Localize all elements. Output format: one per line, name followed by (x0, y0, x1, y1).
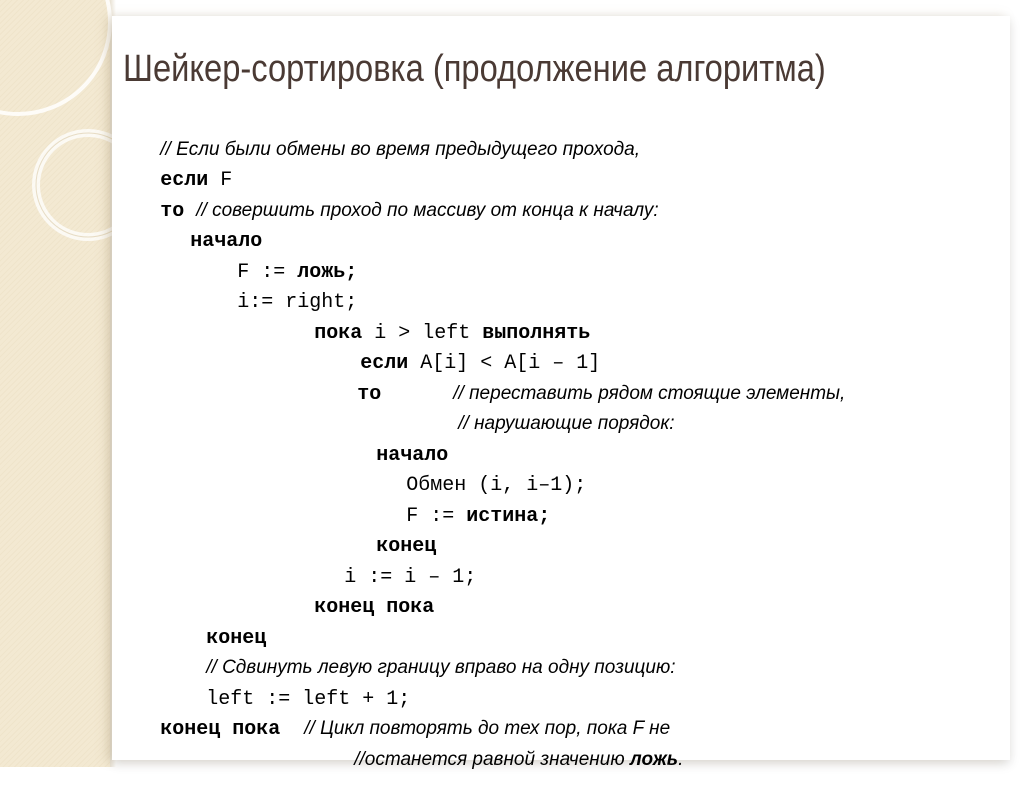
code-comment: // Если были обмены во время предыдущего прохода, (160, 139, 640, 160)
code-comment: //останется равной значению (354, 749, 630, 770)
code-comment: // нарушающие порядок: (458, 413, 675, 434)
code-text: F := (406, 505, 467, 528)
code-keyword: то (160, 200, 185, 223)
decorative-ring-large (0, 0, 110, 114)
code-text: F (208, 169, 233, 192)
code-keyword: конец (206, 627, 267, 650)
code-keyword: выполнять (482, 322, 591, 345)
code-keyword: то (357, 383, 382, 406)
code-keyword: начало (376, 444, 449, 467)
code-line-21 (332, 723, 683, 796)
code-keyword: ложь; (297, 261, 358, 284)
code-text: i := i – 1; (344, 566, 477, 589)
code-keyword: если (360, 352, 409, 375)
code-keyword: конец пока (160, 718, 281, 741)
code-text: Обмен (i, i–1); (406, 474, 587, 497)
code-comment: // переставить рядом стоящие элементы, (453, 383, 846, 404)
code-text: left := left + 1; (206, 688, 411, 711)
code-text: i:= right; (237, 291, 358, 314)
code-comment-emphasis: ложь (629, 749, 679, 770)
code-keyword: пока (314, 322, 363, 345)
code-keyword: истина; (466, 505, 551, 528)
code-comment-end: . (678, 749, 684, 770)
slide-title: Шейкер-сортировка (продолжение алгоритма) (123, 48, 826, 90)
code-text: A[i] < A[i – 1] (408, 352, 601, 375)
code-keyword: если (160, 169, 209, 192)
code-text: F := (237, 261, 298, 284)
code-comment: // Сдвинуть левую границу вправо на одну позицию: (206, 657, 676, 678)
code-comment: // Цикл повторять до тех пор, пока F не (304, 718, 671, 739)
code-text: i > left (362, 322, 483, 345)
code-keyword: конец (376, 535, 437, 558)
code-keyword: начало (190, 230, 263, 253)
code-comment: // совершить проход по массиву от конца к началу: (196, 200, 659, 221)
code-keyword: конец пока (314, 596, 435, 619)
